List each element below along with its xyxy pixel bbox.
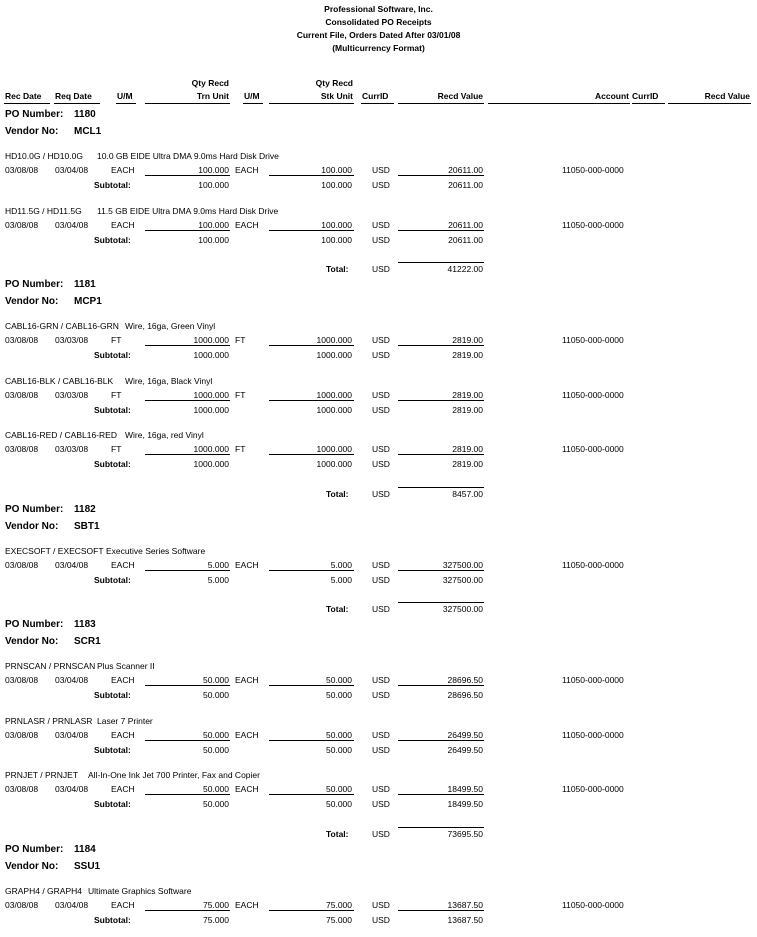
col-curr-id2: CurrID: [632, 91, 659, 101]
rule-line: [269, 570, 354, 571]
item-id: PRNSCAN / PRNSCAN: [5, 661, 96, 671]
subtotal-value: 20611.00: [448, 180, 483, 190]
um-trn: EACH: [111, 559, 135, 570]
po-number-value: 1181: [74, 279, 96, 290]
subtotal-stk: 100.000: [321, 180, 352, 190]
qty-trn-unit: 1000.000: [193, 389, 229, 400]
curr-id: USD: [372, 784, 390, 794]
subtotal-curr: USD: [372, 690, 390, 700]
item-description: Wire, 16ga, red Vinyl: [125, 430, 204, 440]
rule-line: [398, 345, 484, 346]
col-account: Account: [595, 91, 629, 101]
po-number-value: 1184: [74, 843, 96, 855]
vendor-no-label: Vendor No:: [5, 520, 59, 532]
account: 11050-000-0000: [562, 165, 624, 175]
rule-line: [145, 345, 230, 346]
header-underline: [398, 103, 484, 104]
rec-date: 03/08/08: [5, 165, 39, 175]
total-value: 327500.00: [442, 604, 483, 614]
req-date: 03/04/08: [55, 165, 89, 175]
um-stk: EACH: [235, 165, 259, 175]
req-date: 03/04/08: [55, 559, 89, 570]
item-description: Wire, 16ga, Green Vinyl: [125, 321, 216, 331]
rule-line: [398, 685, 484, 686]
um-trn: EACH: [111, 165, 135, 175]
rule-line: [145, 175, 230, 176]
rule-line: [269, 794, 354, 795]
vendor-no-value: MCL1: [74, 126, 102, 137]
col-um1: U/M: [117, 91, 133, 101]
item-id: HD10.0G / HD10.0G: [5, 151, 83, 161]
total-value: 41222.00: [447, 264, 483, 274]
rule-line: [145, 910, 230, 911]
req-date: 03/03/08: [55, 389, 89, 400]
curr-id: USD: [372, 219, 390, 230]
rule-line: [145, 570, 230, 571]
subtotal-label: Subtotal:: [94, 799, 131, 809]
subtotal-label: Subtotal:: [94, 180, 131, 190]
po-number-label: PO Number:: [5, 279, 64, 290]
col-curr-id: CurrID: [362, 91, 389, 101]
col-recd-value: Recd Value: [437, 91, 483, 101]
um-trn: FT: [111, 444, 122, 454]
header-underline: [668, 103, 751, 104]
rec-date: 03/08/08: [5, 559, 39, 570]
um-trn: EACH: [111, 219, 135, 230]
subtotal-value: 18499.50: [447, 799, 483, 809]
qty-trn-unit: 100.000: [198, 165, 229, 175]
req-date: 03/04/08: [55, 784, 89, 794]
recd-value: 20611.00: [448, 165, 483, 175]
qty-stk-unit: 50.000: [326, 729, 352, 740]
report-company: Professional Software, Inc.: [324, 4, 433, 14]
account: 11050-000-0000: [562, 219, 624, 230]
total-label: Total:: [326, 604, 349, 614]
col-qty-stk-top: Qty Recd: [315, 78, 353, 88]
header-underline: [243, 103, 263, 104]
um-trn: FT: [111, 389, 122, 400]
subtotal-trn: 50.000: [203, 744, 229, 755]
subtotal-curr: USD: [372, 459, 390, 469]
rule-line: [398, 487, 484, 488]
subtotal-value: 13687.50: [447, 914, 483, 925]
subtotal-label: Subtotal:: [94, 914, 131, 925]
subtotal-value: 26499.50: [447, 744, 483, 755]
header-underline: [269, 103, 354, 104]
um-trn: EACH: [111, 729, 135, 740]
subtotal-curr: USD: [372, 234, 390, 245]
req-date: 03/03/08: [55, 335, 89, 345]
qty-trn-unit: 50.000: [203, 675, 229, 685]
subtotal-stk: 1000.000: [316, 350, 352, 360]
curr-id: USD: [372, 675, 390, 685]
subtotal-stk: 1000.000: [316, 459, 352, 469]
um-trn: FT: [111, 335, 122, 345]
recd-value: 327500.00: [442, 559, 483, 570]
um-stk: EACH: [235, 729, 259, 740]
rule-line: [145, 794, 230, 795]
rule-line: [269, 454, 354, 455]
qty-stk-unit: 5.000: [330, 559, 352, 570]
rule-line: [145, 454, 230, 455]
qty-stk-unit: 1000.000: [316, 444, 352, 454]
rec-date: 03/08/08: [5, 444, 39, 454]
recd-value: 26499.50: [447, 729, 483, 740]
um-stk: FT: [235, 335, 246, 345]
total-label: Total:: [326, 488, 349, 499]
subtotal-trn: 5.000: [207, 574, 229, 585]
vendor-no-value: SCR1: [74, 636, 101, 647]
header-underline: [145, 103, 230, 104]
rule-line: [145, 230, 230, 231]
curr-id: USD: [372, 335, 390, 345]
subtotal-value: 2819.00: [452, 459, 483, 469]
um-trn: EACH: [111, 675, 135, 685]
col-qty-stk-bottom: Stk Unit: [320, 91, 353, 101]
subtotal-curr: USD: [372, 350, 390, 360]
item-description: All-In-One Ink Jet 700 Printer, Fax and Copier: [88, 770, 260, 780]
um-stk: FT: [235, 444, 246, 454]
curr-id: USD: [372, 899, 390, 910]
item-id: PRNLASR / PRNLASR: [5, 715, 93, 726]
account: 11050-000-0000: [562, 559, 624, 570]
item-id: EXECSOFT / EXECSOFT: [5, 545, 104, 556]
subtotal-curr: USD: [372, 574, 390, 585]
rec-date: 03/08/08: [5, 784, 39, 794]
qty-stk-unit: 100.000: [321, 165, 352, 175]
header-underline: [361, 103, 394, 104]
um-stk: FT: [235, 389, 246, 400]
col-qty-trn-top: Qty Recd: [191, 78, 229, 88]
vendor-no-value: SSU1: [74, 860, 101, 872]
vendor-no-label: Vendor No:: [5, 126, 59, 137]
total-curr: USD: [372, 604, 390, 614]
qty-stk-unit: 50.000: [326, 784, 352, 794]
rec-date: 03/08/08: [5, 675, 39, 685]
item-description: Executive Series Software: [106, 545, 206, 556]
recd-value: 2819.00: [452, 389, 483, 400]
qty-stk-unit: 75.000: [326, 899, 352, 910]
item-description: Ultimate Graphics Software: [88, 885, 192, 896]
recd-value: 18499.50: [447, 784, 483, 794]
req-date: 03/04/08: [55, 219, 89, 230]
um-stk: EACH: [235, 675, 259, 685]
rule-line: [269, 400, 354, 401]
recd-value: 2819.00: [452, 444, 483, 454]
total-value: 73695.50: [447, 828, 483, 839]
um-trn: EACH: [111, 784, 135, 794]
rule-line: [145, 740, 230, 741]
total-value: 8457.00: [452, 488, 483, 499]
recd-value: 20611.00: [448, 219, 483, 230]
item-id: CABL16-GRN / CABL16-GRN: [5, 321, 119, 331]
curr-id: USD: [372, 444, 390, 454]
item-description: Wire, 16ga, Black Vinyl: [125, 375, 213, 386]
rule-line: [398, 794, 484, 795]
account: 11050-000-0000: [562, 444, 624, 454]
vendor-no-value: MCP1: [74, 296, 102, 307]
subtotal-value: 20611.00: [448, 234, 483, 245]
item-id: HD11.5G / HD11.5G: [5, 205, 82, 216]
po-number-value: 1182: [74, 503, 96, 515]
qty-stk-unit: 100.000: [321, 219, 352, 230]
po-number-value: 1180: [74, 109, 96, 120]
req-date: 03/03/08: [55, 444, 89, 454]
recd-value: 2819.00: [452, 335, 483, 345]
account: 11050-000-0000: [562, 675, 624, 685]
rule-line: [398, 910, 484, 911]
report-format: (Multicurrency Format): [332, 43, 425, 53]
item-description: 10.0 GB EIDE Ultra DMA 9.0ms Hard Disk Drive: [97, 151, 279, 161]
subtotal-label: Subtotal:: [94, 350, 131, 360]
header-underline: [116, 103, 136, 104]
item-id: CABL16-RED / CABL16-RED: [5, 430, 117, 440]
account: 11050-000-0000: [562, 389, 624, 400]
subtotal-trn: 1000.000: [193, 404, 229, 415]
curr-id: USD: [372, 389, 390, 400]
subtotal-value: 327500.00: [442, 574, 483, 585]
rule-line: [398, 827, 484, 828]
rule-line: [398, 400, 484, 401]
rec-date: 03/08/08: [5, 899, 39, 910]
rule-line: [269, 230, 354, 231]
po-number-label: PO Number:: [5, 619, 64, 630]
subtotal-stk: 50.000: [326, 744, 352, 755]
vendor-no-label: Vendor No:: [5, 296, 59, 307]
qty-stk-unit: 1000.000: [316, 389, 352, 400]
qty-trn-unit: 1000.000: [193, 335, 229, 345]
rule-line: [269, 175, 354, 176]
subtotal-trn: 100.000: [198, 234, 229, 245]
po-number-label: PO Number:: [5, 503, 64, 515]
rule-line: [398, 175, 484, 176]
subtotal-stk: 50.000: [326, 690, 352, 700]
qty-trn-unit: 1000.000: [193, 444, 229, 454]
total-curr: USD: [372, 828, 390, 839]
account: 11050-000-0000: [562, 899, 624, 910]
subtotal-stk: 1000.000: [316, 404, 352, 415]
subtotal-curr: USD: [372, 799, 390, 809]
total-label: Total:: [326, 828, 349, 839]
subtotal-trn: 1000.000: [193, 459, 229, 469]
qty-stk-unit: 1000.000: [316, 335, 352, 345]
subtotal-label: Subtotal:: [94, 744, 131, 755]
subtotal-stk: 5.000: [330, 574, 352, 585]
um-stk: EACH: [235, 784, 259, 794]
um-stk: EACH: [235, 899, 259, 910]
vendor-no-label: Vendor No:: [5, 636, 59, 647]
qty-trn-unit: 5.000: [207, 559, 229, 570]
subtotal-stk: 75.000: [326, 914, 352, 925]
subtotal-trn: 1000.000: [193, 350, 229, 360]
rule-line: [269, 345, 354, 346]
subtotal-stk: 100.000: [321, 234, 352, 245]
req-date: 03/04/08: [55, 899, 89, 910]
qty-trn-unit: 50.000: [203, 729, 229, 740]
subtotal-trn: 50.000: [203, 799, 229, 809]
subtotal-curr: USD: [372, 180, 390, 190]
rec-date: 03/08/08: [5, 389, 39, 400]
item-id: PRNJET / PRNJET: [5, 770, 79, 780]
report-subtitle: Current File, Orders Dated After 03/01/08: [296, 30, 461, 40]
col-req-date: Req Date: [55, 91, 92, 101]
rule-line: [145, 685, 230, 686]
subtotal-label: Subtotal:: [94, 574, 131, 585]
report-title: Consolidated PO Receipts: [325, 17, 432, 27]
qty-trn-unit: 75.000: [203, 899, 229, 910]
po-number-label: PO Number:: [5, 843, 64, 855]
rec-date: 03/08/08: [5, 729, 39, 740]
header-underline: [4, 103, 50, 104]
subtotal-label: Subtotal:: [94, 690, 131, 700]
col-um2: U/M: [244, 91, 260, 101]
rule-line: [398, 262, 484, 263]
recd-value: 28696.50: [447, 675, 483, 685]
um-stk: EACH: [235, 559, 259, 570]
item-id: CABL16-BLK / CABL16-BLK: [5, 375, 114, 386]
item-description: 11.5 GB EIDE Ultra DMA 9.0ms Hard Disk Drive: [97, 205, 279, 216]
subtotal-label: Subtotal:: [94, 234, 131, 245]
subtotal-value: 28696.50: [447, 690, 483, 700]
recd-value: 13687.50: [447, 899, 483, 910]
subtotal-value: 2819.00: [452, 404, 483, 415]
rule-line: [398, 570, 484, 571]
um-stk: EACH: [235, 219, 259, 230]
curr-id: USD: [372, 165, 390, 175]
account: 11050-000-0000: [562, 784, 624, 794]
um-trn: EACH: [111, 899, 135, 910]
rule-line: [398, 602, 484, 603]
curr-id: USD: [372, 559, 390, 570]
subtotal-curr: USD: [372, 914, 390, 925]
subtotal-label: Subtotal:: [94, 404, 131, 415]
subtotal-stk: 50.000: [326, 799, 352, 809]
qty-stk-unit: 50.000: [326, 675, 352, 685]
item-description: Laser 7 Printer: [97, 715, 153, 726]
vendor-no-value: SBT1: [74, 520, 100, 532]
subtotal-curr: USD: [372, 744, 390, 755]
header-underline: [632, 103, 665, 104]
rule-line: [269, 685, 354, 686]
curr-id: USD: [372, 729, 390, 740]
total-label: Total:: [326, 264, 349, 274]
po-number-label: PO Number:: [5, 109, 64, 120]
total-curr: USD: [372, 264, 390, 274]
rule-line: [398, 230, 484, 231]
total-curr: USD: [372, 488, 390, 499]
qty-trn-unit: 100.000: [198, 219, 229, 230]
req-date: 03/04/08: [55, 675, 89, 685]
header-underline: [54, 103, 100, 104]
item-id: GRAPH4 / GRAPH4: [5, 885, 82, 896]
vendor-no-label: Vendor No:: [5, 860, 59, 872]
po-number-value: 1183: [74, 619, 96, 630]
rule-line: [269, 910, 354, 911]
account: 11050-000-0000: [562, 729, 624, 740]
col-recd-value2: Recd Value: [704, 91, 750, 101]
rule-line: [398, 454, 484, 455]
subtotal-trn: 50.000: [203, 690, 229, 700]
subtotal-value: 2819.00: [452, 350, 483, 360]
subtotal-label: Subtotal:: [94, 459, 131, 469]
subtotal-trn: 100.000: [198, 180, 229, 190]
rule-line: [145, 400, 230, 401]
header-underline: [488, 103, 630, 104]
item-description: Plus Scanner II: [97, 661, 155, 671]
col-rec-date: Rec Date: [5, 91, 42, 101]
qty-trn-unit: 50.000: [203, 784, 229, 794]
rule-line: [269, 740, 354, 741]
subtotal-curr: USD: [372, 404, 390, 415]
subtotal-trn: 75.000: [203, 914, 229, 925]
rec-date: 03/08/08: [5, 219, 39, 230]
account: 11050-000-0000: [562, 335, 624, 345]
rule-line: [398, 740, 484, 741]
rec-date: 03/08/08: [5, 335, 39, 345]
req-date: 03/04/08: [55, 729, 89, 740]
col-qty-trn-bottom: Trn Unit: [196, 91, 229, 101]
